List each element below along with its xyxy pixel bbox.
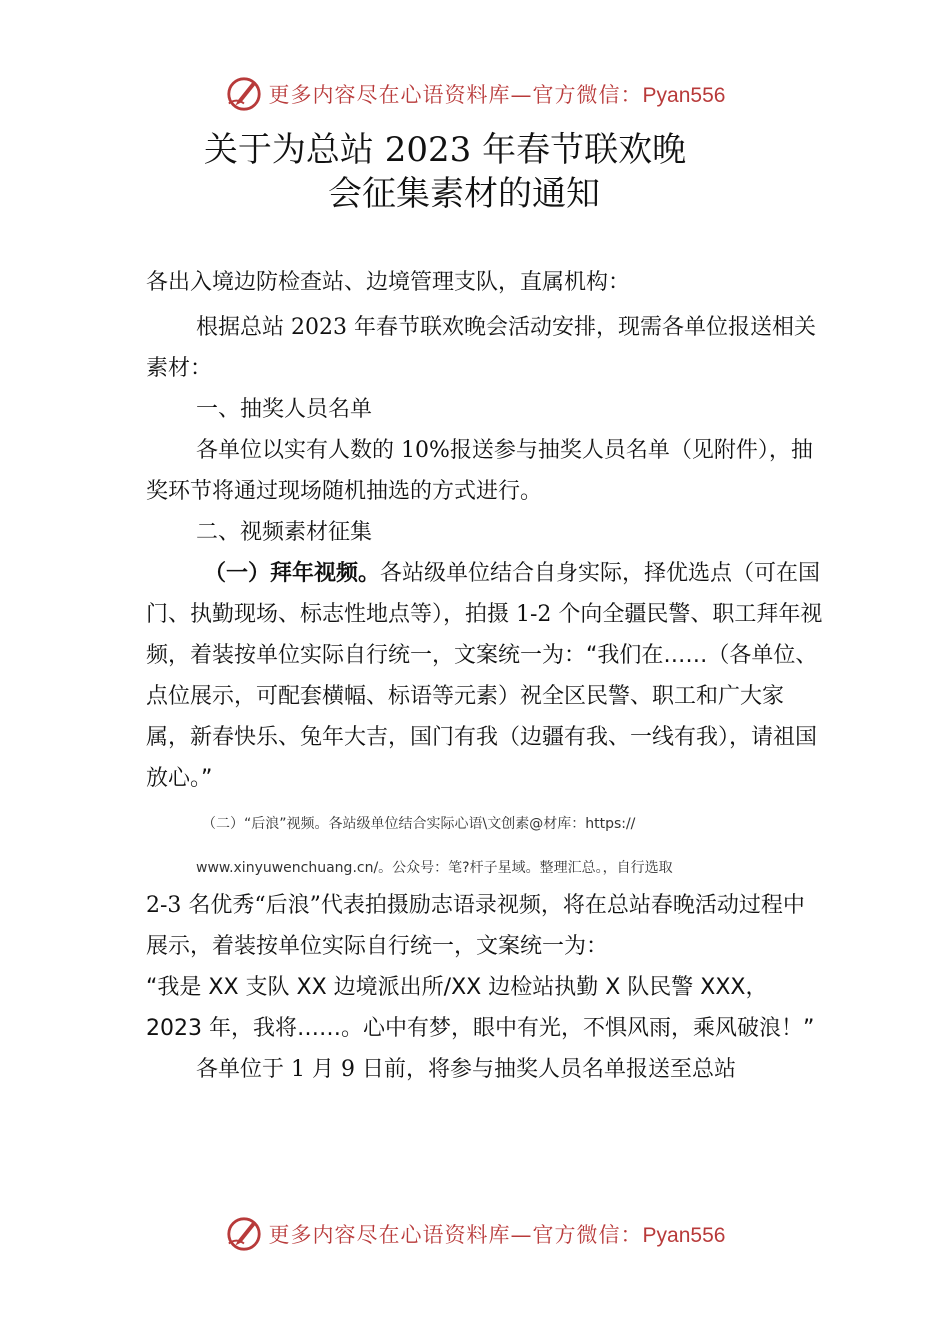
salutation: 各出入境边防检查站、边境管理支队，直属机构： <box>146 270 631 295</box>
watermark-banner-top <box>0 72 950 116</box>
section-1-body: 各单位以实有人数的 10%报送参与抽奖人员名单（见附件），抽奖环节将通过现场随机抽选的方式进行。 <box>146 438 813 504</box>
document-body <box>146 262 826 1090</box>
wechat-id: Pyan556 <box>642 1224 726 1247</box>
item-1-paragraph <box>146 553 826 799</box>
quill-pen-logo-icon <box>225 75 263 113</box>
item-2-small-line-1: （二）“后浪”视频。各站级单位结合实际心语\文创素@材库：https:// <box>202 816 636 832</box>
watermark-banner-bottom <box>0 1212 950 1256</box>
wechat-id: Pyan556 <box>642 84 726 107</box>
section-2-heading: 二、视频素材征集 <box>196 520 373 545</box>
item-2-small-line-2: www.xinyuwenchuang.cn/。公众号：笔?杆子星域。整理汇总。，自行选取 <box>196 860 673 876</box>
section-1-heading: 一、抽奖人员名单 <box>196 397 373 422</box>
item-2-quote: “我是 XX 支队 XX 边境派出所/XX 边检站执勤 X 队民警 XXX， 2023 年，我将……。心中有梦，眼中有光，不惧风雨，乘风破浪！” <box>146 975 815 1041</box>
title-line-1: 关于为总站 2023 年春节联欢晚 <box>203 130 687 170</box>
item-1-label: （一）拜年视频。 <box>204 561 381 586</box>
watermark-text: 更多内容尽在心语资料库—官方微信：Pyan556 <box>268 1223 726 1247</box>
item-2-body: 2-3 名优秀“后浪”代表拍摄励志语录视频，将在总站春晚活动过程中展示，着装按单位实际自行统一，文案统一为： <box>146 893 805 959</box>
closing-paragraph: 各单位于 1 月 9 日前，将参与抽奖人员名单报送至总站 <box>196 1057 736 1082</box>
quill-pen-logo-icon <box>225 1215 263 1253</box>
document-title <box>0 128 950 216</box>
title-line-2: 会征集素材的通知 <box>328 174 600 214</box>
watermark-text: 更多内容尽在心语资料库—官方微信：Pyan556 <box>268 83 726 107</box>
item-1-quote: “我们在……（各单位、点位展示，可配套横幅、标语等元素）祝全区民警、职工和广大家属，新春快乐、兔年大吉，国门有我（边疆有我、一线有我），请祖国放心。” <box>146 643 818 791</box>
intro-paragraph: 根据总站 2023 年春节联欢晚会活动安排，现需各单位报送相关素材： <box>146 315 816 381</box>
item-1-body: 各站级单位结合自身实际，择优选点（可在国门、执勤现场、标志性地点等），拍摄 1-2 个向全疆民警、职工拜年视频，着装按单位实际自行统一，文案统一为： <box>146 561 823 668</box>
